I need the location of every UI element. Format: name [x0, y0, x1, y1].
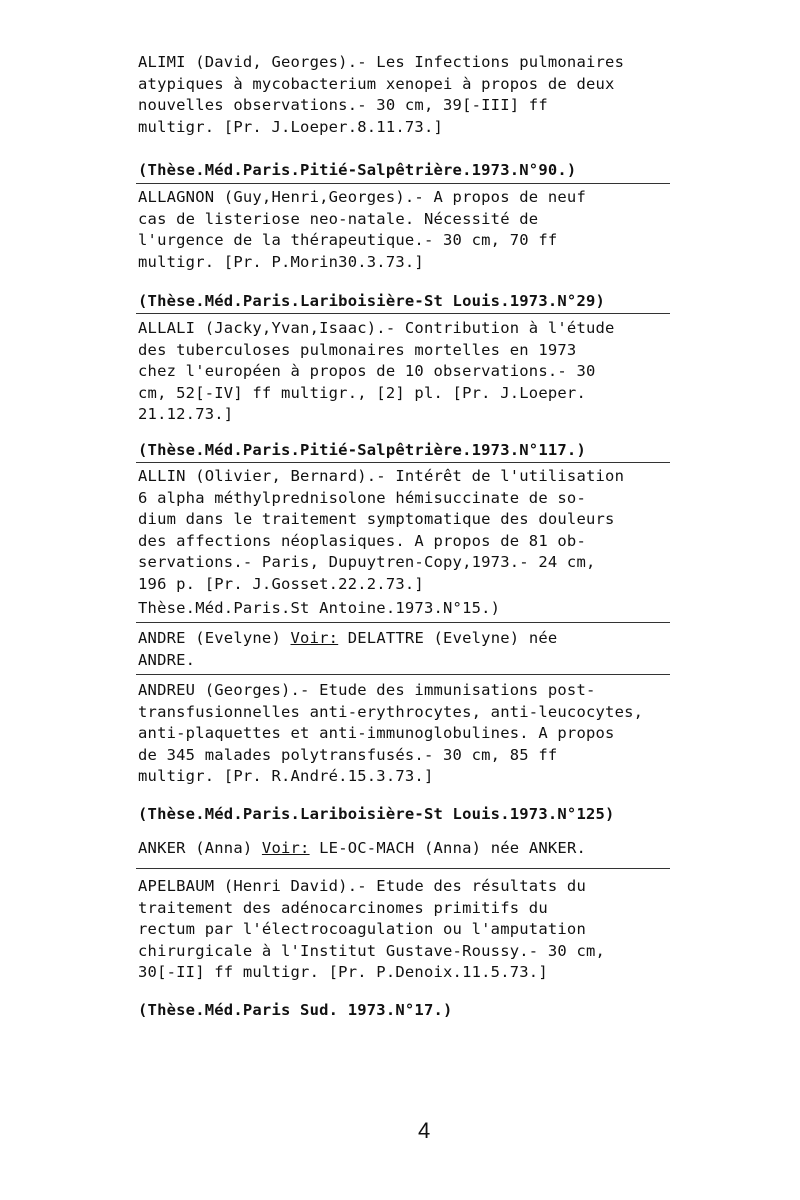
entry-text-line: 196 p. [Pr. J.Gosset.22.2.73.] [138, 574, 424, 593]
entry-text-line: cm, 52[-IV] ff multigr., [2] pl. [Pr. J.Loeper. [138, 383, 586, 402]
see-reference-line [138, 838, 678, 860]
see-reference-line: ANDRE. [138, 650, 196, 669]
entry-divider [136, 622, 670, 623]
entry-text-line: 21.12.73.] [138, 405, 234, 423]
entry-text-line: des tuberculoses pulmonaires mortelles en 1973 [138, 340, 577, 359]
thesis-note [138, 1000, 678, 1022]
entry-text-line: multigr. [Pr. P.Morin30.3.73.] [138, 252, 424, 271]
thesis-note [138, 160, 678, 182]
entry-text-line: dium dans le traitement symptomatique des douleurs [138, 510, 615, 528]
see-reference-entry [138, 628, 678, 671]
bibliography-entry [138, 318, 678, 426]
entry-text-line: servations.- Paris, Dupuytren-Copy,1973.- 24 cm, [138, 553, 596, 571]
thesis-note [138, 598, 678, 620]
thesis-text: (Thèse.Méd.Paris.Pitié-Salpêtrière.1973.N°117.) [138, 441, 586, 459]
thesis-text: (Thèse.Méd.Paris.Lariboisière-St Louis.1973.N°125) [138, 805, 615, 823]
thesis-note [138, 440, 678, 462]
entry-text-line: traitement des adénocarcinomes primitifs du [138, 898, 548, 917]
thesis-note [138, 804, 678, 826]
entry-divider [136, 674, 670, 675]
entry-text-line: l'urgence de la thérapeutique.- 30 cm, 70 ff [138, 231, 558, 249]
see-reference-keyword: Voir: [290, 629, 339, 647]
see-reference-target: DELATTRE (Evelyne) née [338, 629, 558, 647]
bibliography-entry [138, 876, 678, 984]
entry-text-line: nouvelles observations.- 30 cm, 39[-III] ff [138, 96, 548, 114]
entry-text-line: des affections néoplasiques. A propos de 81 ob- [138, 531, 586, 550]
thesis-note [138, 291, 678, 313]
entry-text-line: multigr. [Pr. R.André.15.3.73.] [138, 767, 434, 785]
bibliography-entry [138, 680, 678, 788]
bibliography-entry [138, 187, 678, 273]
entry-text-line: chez l'européen à propos de 10 observations.- 30 [138, 362, 596, 380]
bibliography-entry [138, 466, 678, 595]
see-reference-target: LE-OC-MACH (Anna) née ANKER. [309, 839, 587, 857]
thesis-text: (Thèse.Méd.Paris.Lariboisière-St Louis.1973.N°29) [138, 292, 606, 310]
see-reference-name: ANKER (Anna) [138, 839, 262, 857]
thesis-text: (Thèse.Méd.Paris Sud. 1973.N°17.) [138, 1001, 453, 1019]
thesis-text: (Thèse.Méd.Paris.Pitié-Salpêtrière.1973.N°90.) [138, 161, 577, 179]
entry-text-line: anti-plaquettes et anti-immunoglobulines. A propos [138, 724, 615, 742]
entry-text-line: multigr. [Pr. J.Loeper.8.11.73.] [138, 117, 444, 136]
entry-text-line: 30[-II] ff multigr. [Pr. P.Denoix.11.5.73.] [138, 963, 548, 981]
entry-text-line: cas de listeriose neo-natale. Nécessité de [138, 209, 539, 228]
entry-text-line: ALIMI (David, Georges).- Les Infections pulmonaires [138, 53, 625, 71]
entry-text-line: ANDREU (Georges).- Etude des immunisations post- [138, 681, 596, 699]
entry-divider [136, 183, 670, 184]
entry-text-line: atypiques à mycobacterium xenopei à propos de deux [138, 74, 615, 93]
entry-divider [136, 462, 670, 463]
entry-text-line: de 345 malades polytransfusés.- 30 cm, 85 ff [138, 745, 558, 764]
entry-text-line: 6 alpha méthylprednisolone hémisuccinate de so- [138, 488, 586, 507]
thesis-text: Thèse.Méd.Paris.St Antoine.1973.N°15.) [138, 599, 501, 617]
entry-text-line: ALLALI (Jacky,Yvan,Isaac).- Contribution à l'étude [138, 319, 615, 337]
entry-text-line: ALLIN (Olivier, Bernard).- Intérêt de l'utilisation [138, 467, 625, 485]
bibliography-entry [138, 52, 678, 138]
entry-text-line: rectum par l'électrocoagulation ou l'amputation [138, 920, 586, 938]
entry-text-line: transfusionnelles anti-erythrocytes, anti-leucocytes, [138, 702, 644, 721]
see-reference-entry [138, 838, 678, 860]
entry-divider [136, 313, 670, 314]
entry-text-line: APELBAUM (Henri David).- Etude des résultats du [138, 877, 586, 895]
entry-text-line: ALLAGNON (Guy,Henri,Georges).- A propos de neuf [138, 188, 586, 206]
see-reference-name: ANDRE (Evelyne) [138, 629, 291, 647]
page-number: 4 [418, 1118, 431, 1143]
see-reference-keyword: Voir: [261, 839, 310, 857]
see-reference-line [138, 628, 678, 650]
entry-text-line: chirurgicale à l'Institut Gustave-Roussy.- 30 cm, [138, 941, 606, 960]
entry-divider [136, 868, 670, 869]
